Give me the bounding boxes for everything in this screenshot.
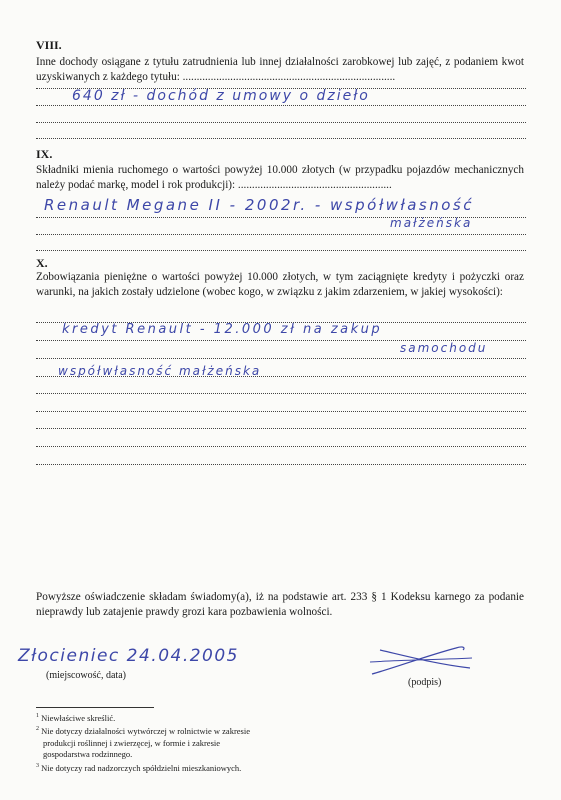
footnote-2-continued: produkcji roślinnej i zwierzęcej, w formie i zakresie — [43, 737, 221, 748]
section-ix-text: Składniki mienia ruchomego o wartości powyżej 10.000 złotych (w przypadku pojazdów mechanicznych należy podać markę, model i rok produkcji): ....................................................... — [36, 164, 524, 191]
dotted-line — [36, 428, 526, 429]
section-ix-handwriting-line2: małżeńska — [390, 216, 473, 230]
footnote-2: $^2$ Nie dotyczy działalności wytwórczej w rolnictwie w zakresie — [36, 726, 251, 737]
declaration-text: Powyższe oświadczenie składam świadomy(a), iż na podstawie art. 233 § 1 Kodeksu karnego za podanie nieprawdy lub zatajenie prawdy grozi kara pozbawienia wolności. — [36, 591, 524, 618]
signature-mark — [366, 638, 476, 682]
section-x-handwriting-line2: samochodu — [400, 341, 488, 355]
signature-caption: (podpis) — [408, 677, 442, 688]
dotted-line — [36, 138, 526, 139]
footnote-1: $^1$ Niewłaściwe skreślić. — [36, 712, 116, 723]
section-x-handwriting-line1: kredyt Renault - 12.000 zł na zakup — [62, 322, 383, 337]
place-date-handwriting: Złocieniec 24.04.2005 — [18, 646, 239, 666]
dotted-line — [36, 411, 526, 412]
footnotes — [36, 711, 296, 774]
footnote-2-continued: gospodarstwa rodzinnego. — [43, 749, 133, 760]
dotted-line — [36, 250, 526, 251]
section-x-number: X. — [36, 256, 48, 270]
footnote-3: $^3$ Nie dotyczy rad nadzorczych spółdzielni mieszkaniowych. — [36, 762, 242, 773]
footnote-separator — [36, 707, 154, 708]
dotted-line — [36, 122, 526, 123]
place-date-caption: (miejscowość, data) — [46, 670, 126, 681]
section-ix-number: IX. — [36, 147, 53, 161]
dotted-line — [36, 464, 526, 465]
section-viii-number: VIII. — [36, 38, 62, 52]
section-ix-handwriting-line1: Renault Megane II - 2002r. - współwłasność — [44, 196, 474, 214]
dotted-line — [36, 234, 526, 235]
dotted-line — [36, 446, 526, 447]
dotted-line — [36, 393, 526, 394]
dotted-line — [36, 358, 526, 359]
section-viii-text: Inne dochody osiągane z tytułu zatrudnienia lub innej działalności zarobkowej lub zajęć, z podaniem kwot uzyskiwanych z każdego tytułu: ............................................................................ — [36, 56, 524, 83]
dotted-line — [36, 105, 526, 106]
section-x-handwriting-line3: współwłasność małżeńska — [58, 364, 262, 378]
section-x-text: Zobowiązania pieniężne o wartości powyżej 10.000 złotych, w tym zaciągnięte kredyty i pożyczki oraz warunki, na jakich zostały udzielone (wobec kogo, w związku z jakim zdarzeniem, w jakiej wysokości): — [36, 271, 524, 298]
section-viii-handwriting: 640 zł - dochód z umowy o dzieło — [72, 88, 370, 104]
